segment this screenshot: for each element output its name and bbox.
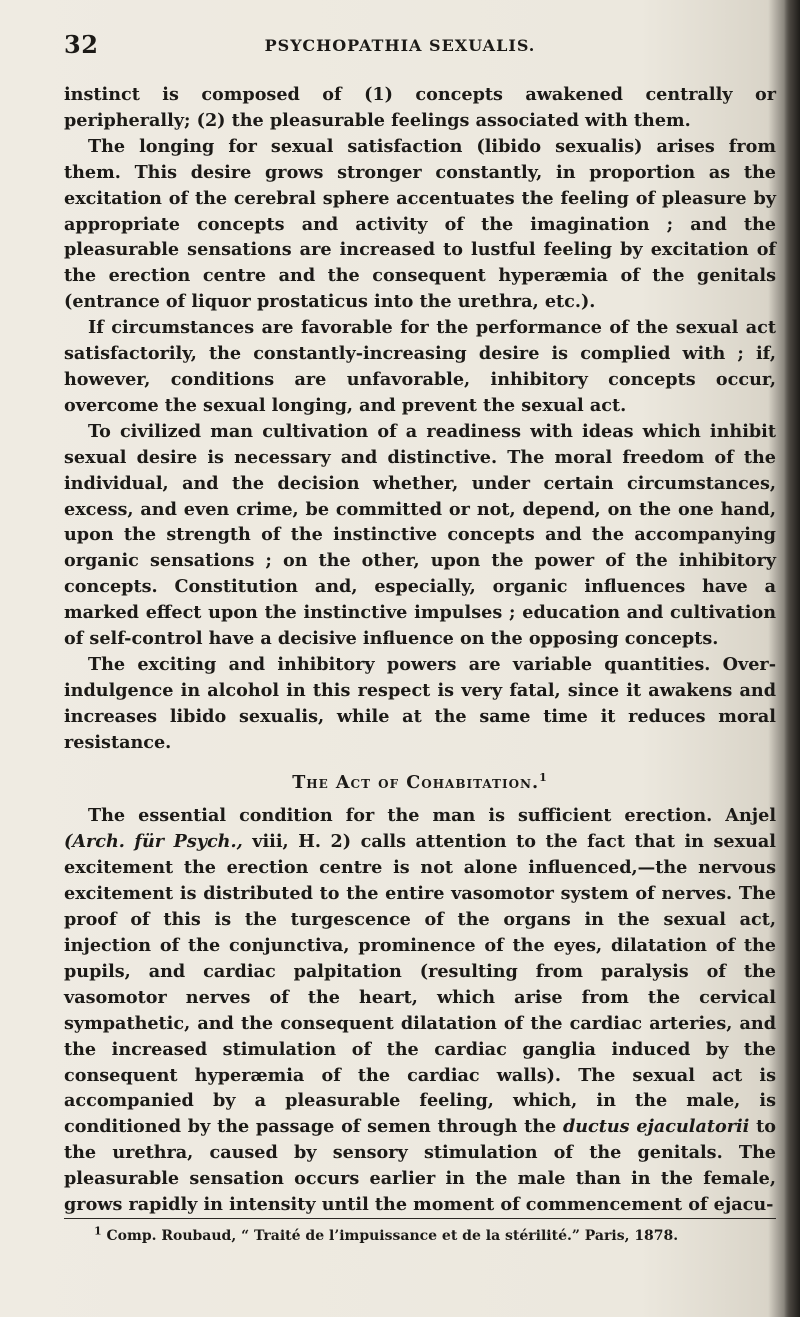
footnote bbox=[94, 1224, 760, 1244]
page-header bbox=[64, 30, 736, 70]
page-body bbox=[64, 82, 776, 1218]
section-heading-text: The Act of Cohabitation. bbox=[292, 771, 540, 793]
citation: (Arch. für Psych., bbox=[64, 831, 243, 853]
running-head: PSYCHOPATHIA SEXUALIS. bbox=[264, 36, 536, 55]
paragraph-text: The essential condition for the man is sufficient erection. Anjel bbox=[88, 805, 776, 827]
page-number: 32 bbox=[64, 30, 99, 59]
paragraph: To civilized man cultivation of a readiness with ideas which inhibit sexual desire is necessary and distinctive. The moral freedom of the individual, and the decision whether, under certain circumstances, excess, and even crime, be committed or not, depend, on the one hand, upon the strength of the instinctive concepts and the accompanying organic sensations ; on the other, upon the power of the inhibitory concepts. Constitution and, especially, organic influences have a marked effect upon the instinctive impulses ; education and cultivation of self-control have a decisive influence on the opposing concepts. bbox=[64, 420, 776, 650]
section-heading bbox=[64, 770, 776, 796]
paragraph: instinct is composed of (1) concepts awakened centrally or peripherally; (2) the pleasurable feelings associated with them. bbox=[64, 84, 776, 131]
paragraph: The exciting and inhibitory powers are variable quantities. Over-indulgence in alcohol in this respect is very fatal, since it awakens and increases libido sexualis, while at the same time it reduces moral resistance. bbox=[64, 653, 776, 753]
footnote-rule bbox=[64, 1218, 776, 1219]
latin-term: ductus ejaculatorii bbox=[562, 1116, 750, 1138]
paragraph-text: to the urethra, caused by sensory stimulation of the genitals. The pleasurable sensation occurs earlier in the male than in the female, grows rapidly in intensity until the moment of commencement of ejacu- bbox=[64, 1116, 776, 1216]
paragraph: The longing for sexual satisfaction (libido sexualis) arises from them. This desire grows stronger constantly, in proportion as the excitation of the cerebral sphere accentuates the feeling of pleasure by appropriate concepts and activity of the imagination ; and the pleasurable sensations are increased to lustful feeling by excitation of the erection centre and the consequent hyperæmia of the genitals (entrance of liquor prostaticus into the urethra, etc.). bbox=[64, 135, 776, 313]
paragraph bbox=[64, 803, 776, 1218]
footnote-text: Comp. Roubaud, “ Traité de l’impuissance et de la stérilité.” Paris, 1878. bbox=[106, 1228, 679, 1244]
footnote-marker: 1 bbox=[94, 1224, 102, 1238]
paragraph-text: viii, H. 2) calls attention to the fact that in sexual excitement the erection centre is not alone influenced,—the nervous excitement is distributed to the entire vasomotor system of nerves. The proof of this is the turgescence of the organs in the sexual act, injection of the conjunctiva, prominence of the eyes, dilatation of the pupils, and cardiac palpitation (resulting from paralysis of the vasomotor nerves of the heart, which arise from the cervical sympathetic, and the consequent dilatation of the cardiac arteries, and the increased stimulation of the cardiac ganglia induced by the consequent hyperæmia of the cardiac walls). The sexual act is accompanied by a pleasurable feeling, which, in the male, is conditioned by the passage of semen through the bbox=[64, 831, 776, 1138]
page-edge-shadow bbox=[784, 0, 800, 1317]
footnote-reference: 1 bbox=[539, 770, 548, 784]
paragraph: If circumstances are favorable for the performance of the sexual act satisfactorily, the constantly-increasing desire is complied with ; if, however, conditions are unfavorable, inhibitory concepts occur, overcome the sexual longing, and prevent the sexual act. bbox=[64, 317, 776, 416]
